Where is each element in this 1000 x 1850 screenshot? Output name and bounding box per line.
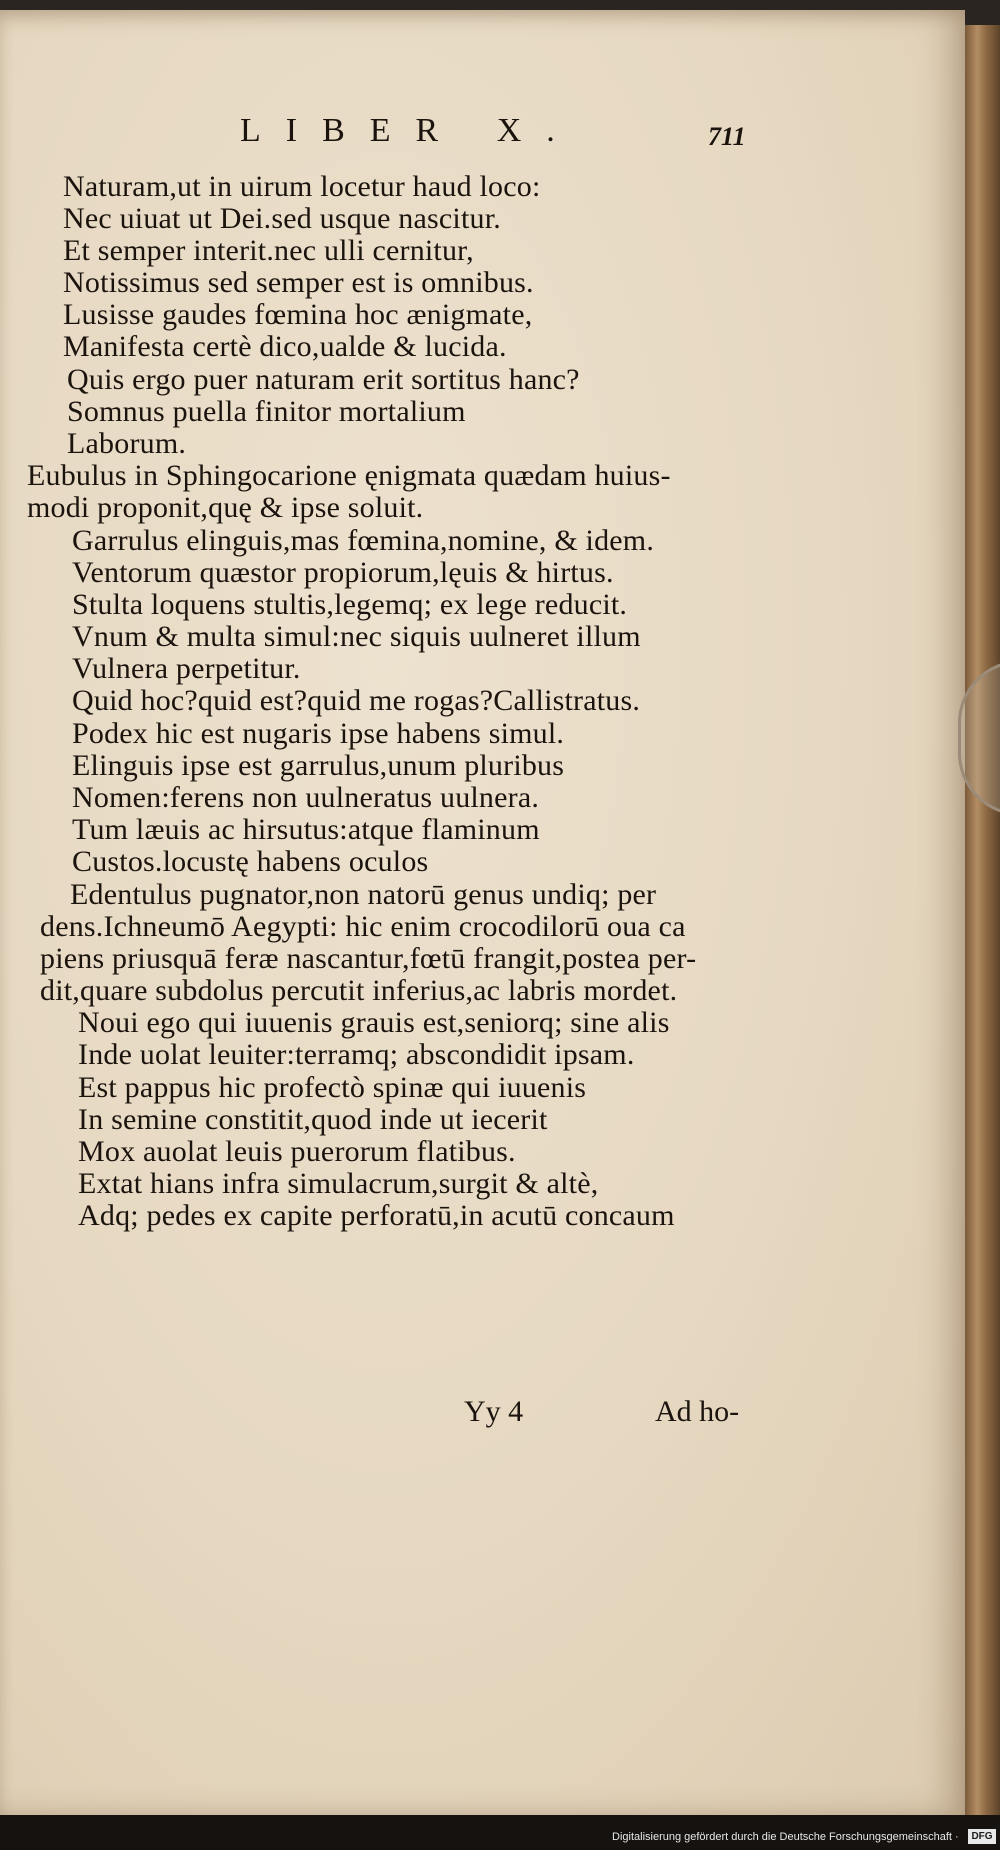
text-line: Mox auolat leuis puerorum flatibus. xyxy=(78,1135,516,1168)
text-line: Adq; pedes ex capite perforatū,in acutū concaum xyxy=(78,1199,675,1232)
catchword: Ad ho- xyxy=(655,1395,740,1428)
text-line: Lusisse gaudes fœmina hoc ænigmate, xyxy=(63,298,533,331)
text-line: Eubulus in Sphingocarione ęnigmata quædam huius- xyxy=(27,459,671,492)
text-line: Laborum. xyxy=(67,427,187,460)
text-line: Podex hic est nugaris ipse habens simul. xyxy=(72,717,565,750)
text-line: Ventorum quæstor propiorum,lęuis & hirtus. xyxy=(72,556,614,589)
text-line: In semine constitit,quod inde ut iecerit xyxy=(78,1103,548,1136)
text-line: Vnum & multa simul:nec siquis uulneret illum xyxy=(72,620,641,653)
dfg-logo-icon: DFG xyxy=(968,1829,996,1844)
text-line: Edentulus pugnator,non natorū genus undiq; per xyxy=(70,878,657,911)
text-line: Et semper interit.nec ulli cernitur, xyxy=(63,234,474,267)
text-line: Elinguis ipse est garrulus,unum pluribus xyxy=(72,749,565,782)
text-line: Naturam,ut in uirum locetur haud loco: xyxy=(63,170,541,203)
text-line: Nomen:ferens non uulneratus uulnera. xyxy=(72,781,540,814)
text-line: Stulta loquens stultis,legemq; ex lege reducit. xyxy=(72,588,628,621)
text-line: Quid hoc?quid est?quid me rogas?Callistratus. xyxy=(72,684,641,717)
text-line: piens priusquā feræ nascantur,fœtū frangit,postea per- xyxy=(40,942,697,975)
text-line: Extat hians infra simulacrum,surgit & altè, xyxy=(78,1167,599,1200)
text-line: Inde uolat leuiter:terramq; abscondidit ipsam. xyxy=(78,1038,635,1071)
text-line: modi proponit,quę & ipse soluit. xyxy=(27,491,424,524)
text-line: Somnus puella finitor mortalium xyxy=(67,395,466,428)
page-footer xyxy=(0,1395,965,1435)
text-line: dit,quare subdolus percutit inferius,ac labris mordet. xyxy=(40,974,678,1007)
text-line: Est pappus hic profectò spinæ qui iuuenis xyxy=(78,1071,587,1104)
text-line: Nec uiuat ut Dei.sed usque nascitur. xyxy=(63,202,501,235)
text-line: Vulnera perpetitur. xyxy=(72,652,301,685)
text-line: Noui ego qui iuuenis grauis est,seniorq; sine alis xyxy=(78,1006,670,1039)
page-header xyxy=(0,112,965,162)
text-line: Notissimus sed semper est is omnibus. xyxy=(63,266,534,299)
text-line: Garrulus elinguis,mas fœmina,nomine, & idem. xyxy=(72,524,655,557)
text-line: Tum læuis ac hirsutus:atque flaminum xyxy=(72,813,540,846)
text-line: dens.Ichneumō Aegypti: hic enim crocodilorū oua ca xyxy=(40,910,686,943)
text-line: Quis ergo puer naturam erit sortitus hanc? xyxy=(67,363,580,396)
text-line: Manifesta certè dico,ualde & lucida. xyxy=(63,330,507,363)
folio-number: 711 xyxy=(708,122,746,151)
page-edge xyxy=(965,25,1000,1815)
digitization-credit: Digitalisierung gefördert durch die Deutsche Forschungsgemeinschaft · xyxy=(612,1831,959,1843)
text-line: Custos.locustę habens oculos xyxy=(72,845,429,878)
signature-mark: Yy 4 xyxy=(464,1395,524,1428)
running-title: LIBER X. xyxy=(240,112,580,149)
